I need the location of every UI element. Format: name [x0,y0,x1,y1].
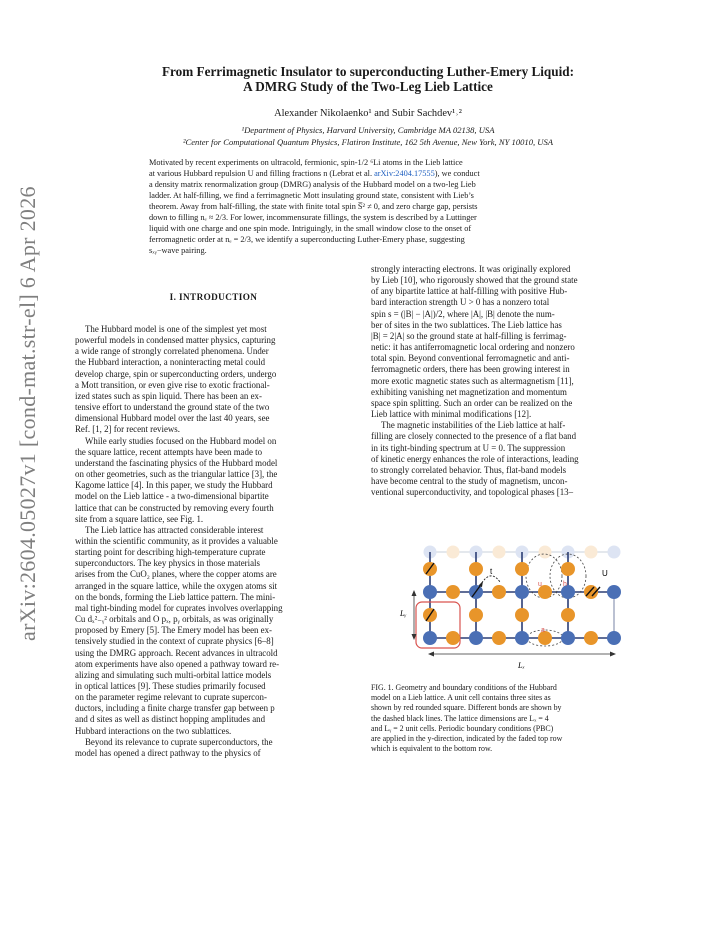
text-line: mal tight-binding model for cuprates involves overlapping [75,602,283,613]
text-line: and Lᵧ = 2 unit cells. Periodic boundary conditions (PBC) [371,723,554,733]
faded-site [447,546,460,559]
text-line: in optical lattices [9]. These studies primarily focused [75,681,266,691]
lx-arrowhead-left [428,652,434,657]
abstract-text: ), we conduct [434,169,480,178]
abstract [137,157,599,256]
text-line: shown by red rounded square. Different bonds are shown by [371,703,562,713]
text-line: Ref. [1, 2] for recent reviews. [75,424,180,435]
text-line: of any bipartite lattice at half-filling with positive Hub- [371,286,568,297]
text-line: Lieb lattice with minimal modifications [12]. [371,409,532,420]
abstract-line: sₓᵧ−wave pairing. [149,246,207,255]
text-line: within the scientific community, as it provides a valuable [75,535,278,546]
lattice-site-blue [469,631,483,645]
text-line: alizing and simulating such multi-orbital lattice models [75,669,272,680]
text-line: of kinetic energy enhances the role of interactions, leading [371,453,579,464]
text-line: The Hubbard model is one of the simplest yet most [85,324,267,334]
title-line-2: A DMRG Study of the Two-Leg Lieb Lattice [243,79,493,94]
text-line: which is equivalent to the bottom row. [371,744,493,754]
text-line: While early studies focused on the Hubbard model on [85,435,277,446]
affiliation-2: ²Center for Computational Quantum Physics, Flatiron Institute, 162 5th Avenue, New York, NY 10010, USA [182,137,554,147]
faded-site [539,546,552,559]
text-line: ventional superconductivity, and topological phases [13– [371,487,574,498]
lattice-site-blue [423,631,437,645]
abstract-line: Motivated by recent experiments on ultracold, fermionic, spin-1/2 ⁶Li atoms in the Lieb lattice [149,158,463,167]
abstract-line: ferromagnetic order at nₑ = 2/3, we identify a superconducting Luther-Emery phase, suggesting [149,235,465,244]
lattice-site-orange [515,562,529,576]
text-line: ferromagnetic orders, there has been growing interest in [371,364,570,375]
text-line: powerful models in condensed matter physics, capturing [75,335,276,346]
lattice-site-blue [607,585,621,599]
lattice-site-orange [584,631,598,645]
text-line: a Mott transition, or even give rise to exotic fractional- [75,379,270,390]
text-line: total spin. Beyond conventional ferromagnetic and anti- [371,353,570,364]
text-line: the dashed black lines. The lattice dimensions are Lₓ = 4 [371,713,549,723]
text-line: understand the fascinating physics of the Hubbard model [75,457,278,468]
text-line: arises from the CuO₂ planes, where the copper atoms are [75,569,277,580]
label-a: a [541,627,545,634]
figure-1-caption [371,683,633,754]
label-u: u [538,581,542,588]
abstract-line: liquid with one charge and one spin mode. Intriguingly, in the small window close to the onset of [149,224,472,233]
lattice-site-blue [515,585,529,599]
text-line: Beyond its relevance to cuprate superconductors, the [85,736,273,747]
text-line: spin s = (|B| − |A|)/2, where |A|, |B| denote the num- [371,308,555,319]
text-line: the square lattice, recent attempts have been made to [75,446,263,457]
text-line: proposed by Emery [5]. The Emery model has been ex- [75,625,272,636]
text-line: on the parameter regime relevant to cuprate supercon- [75,692,267,703]
text-line: FIG. 1. Geometry and boundary conditions of the Hubbard [371,683,557,692]
text-line: ductors, including a finite charge transfer gap between p [75,703,275,714]
label-U: U [602,569,608,578]
lattice-site-orange [561,562,575,576]
text-line: are applied in the y-direction, indicated by the faded top row [371,734,563,744]
lattice-site-orange [515,608,529,622]
text-line: |B| = 2|A| so the ground state at half-filling is ferrimag- [371,330,567,341]
text-line: superconductors. The key physics in those materials [75,558,260,569]
title-line-1: From Ferrimagnetic Insulator to superconducting Luther-Emery Liquid: [162,64,574,79]
figure-1-lieb-lattice [380,542,640,672]
text-line: lattice that can be constructed by removing every fourth [75,502,274,513]
arxiv-link[interactable]: arXiv:2404.17555 [374,169,435,178]
text-line: starting point for describing high-temperature cuprate [75,547,266,558]
text-line: The magnetic instabilities of the Lieb lattice at half- [381,420,566,431]
text-line: exhibiting vanishing net magnetization and momentum [371,386,567,397]
text-line: site from a square lattice, see Fig. 1. [75,513,204,524]
text-line: Cu dₓ²₋ᵧ² orbitals and O pₓ, pᵧ orbitals, as was originally [75,614,274,625]
text-line: Kagome lattice [4]. In this paper, we study the Hubbard [75,480,273,491]
text-line: arranged in the square lattice, while the oxygen atoms sit [75,580,278,591]
section-title-introduction: I. INTRODUCTION [169,292,258,302]
text-line: in its tight-binding spectrum at U = 0. The suppression [371,442,566,453]
abstract-line: down to filling nₑ ≈ 2/3. For lower, incommensurate fillings, the system is described by a Luttinger [149,213,477,222]
text-line: have become central to the study of magnetism, uncon- [371,475,568,486]
text-line: model has opened a direct pathway to the physics of [75,747,261,758]
text-line: filling are closely connected to the presence of a flat band [371,431,577,442]
text-line: and d sites as well as distinct hopping amplitudes and [75,714,266,725]
label-t: t [490,567,493,576]
authors: Alexander Nikolaenko¹ and Subir Sachdev¹˒² [274,108,462,119]
text-line: dimensional Hubbard model over the last 40 years, see [75,413,270,424]
text-line: model on a Lieb lattice. A unit cell contains three sites as [371,693,551,703]
hopping-arrow [480,576,500,586]
abstract-text: at various Hubbard repulsion U and filling fractions n (Lebrat et al. [149,169,375,178]
text-line: to strongly correlated behavior. Thus, flat-band models [371,464,567,475]
text-line: tensively studied in the context of cuprate physics [6–8] [75,636,274,647]
text-line: space spin splitting. Such an order can be realized on the [371,397,573,408]
lattice-site-orange [469,608,483,622]
text-line: Hubbard interactions on the two sublattices. [75,725,232,736]
lattice-site-blue [561,631,575,645]
faded-site [585,546,598,559]
text-line: using the DMRG approach. Recent advances in ultracold [75,647,278,658]
lattice-site-blue [607,631,621,645]
lattice-site-orange [561,608,575,622]
text-line: strongly interacting electrons. It was originally explored [371,264,571,274]
lattice-site-orange [446,631,460,645]
lattice-diagram [380,542,640,672]
text-line: model on the Lieb lattice - a two-dimensional bipartite [75,491,269,502]
label-Lx: Lₓ [518,661,525,670]
text-line: on other geometries, such as the triangular lattice [3], the [75,469,278,480]
lattice-site-orange [446,585,460,599]
faded-site [493,546,506,559]
abstract-line: ladder. At half-filling, we find a ferrimagnetic Mott insulating ground state, consistent with Lieb’s [149,191,474,200]
abstract-line: a density matrix renormalization group (DMRG) analysis of the Hubbard model on a two-leg Lieb [149,180,476,189]
label-h: h [563,581,567,588]
text-line: by Lieb [10], who rigorously showed that the ground state [371,275,578,286]
lattice-site-blue [515,631,529,645]
paper-title [98,64,638,94]
affiliation-1: ¹Department of Physics, Harvard University, Cambridge MA 02138, USA [241,125,495,135]
text-line: atom experiments have also opened a pathway toward re- [75,658,280,669]
text-line: develop charge, spin or superconducting orders, undergo [75,368,277,379]
text-line: ized states such as spin liquid. There has been an ex- [75,390,262,401]
ly-arrowhead-top [412,590,417,596]
lattice-site-orange [492,631,506,645]
text-line: tensive effort to understand the ground state of the two [75,402,270,413]
abstract-line [137,168,599,179]
lattice-site-orange [492,585,506,599]
text-line: more exotic magnetic states such as altermagnetism [11], [371,375,574,386]
left-column-body [75,324,352,759]
text-line: the Hubbard interaction, a noninteracting metal could [75,357,266,368]
text-line: bard interaction strength U > 0 has a nonzero total [371,297,550,308]
right-column-body [371,264,633,498]
text-line: netic: it has antiferromagnetic local ordering and nonzero [371,342,575,353]
text-line: a wide range of strongly correlated phenomena. Under [75,346,269,357]
lattice-site-blue [423,585,437,599]
lx-arrowhead-right [610,652,616,657]
text-line: The Lieb lattice has attracted considerable interest [85,524,264,535]
abstract-line: theorem. Away from half-filling, the state with finite total spin S̅² ≠ 0, and zero charge gap, persists [149,202,478,211]
arxiv-sidebar-id: arXiv:2604.05027v1 [cond-mat.str-el] 6 Apr 2026 [15,186,40,641]
text-line: on the bonds, forming the Lieb lattice pattern. The mini- [75,591,276,602]
text-line: ber of sites in the two sublattices. The Lieb lattice has [371,319,562,330]
label-Ly: Lᵧ [400,609,407,618]
lattice-site-orange [469,562,483,576]
faded-site [608,546,621,559]
